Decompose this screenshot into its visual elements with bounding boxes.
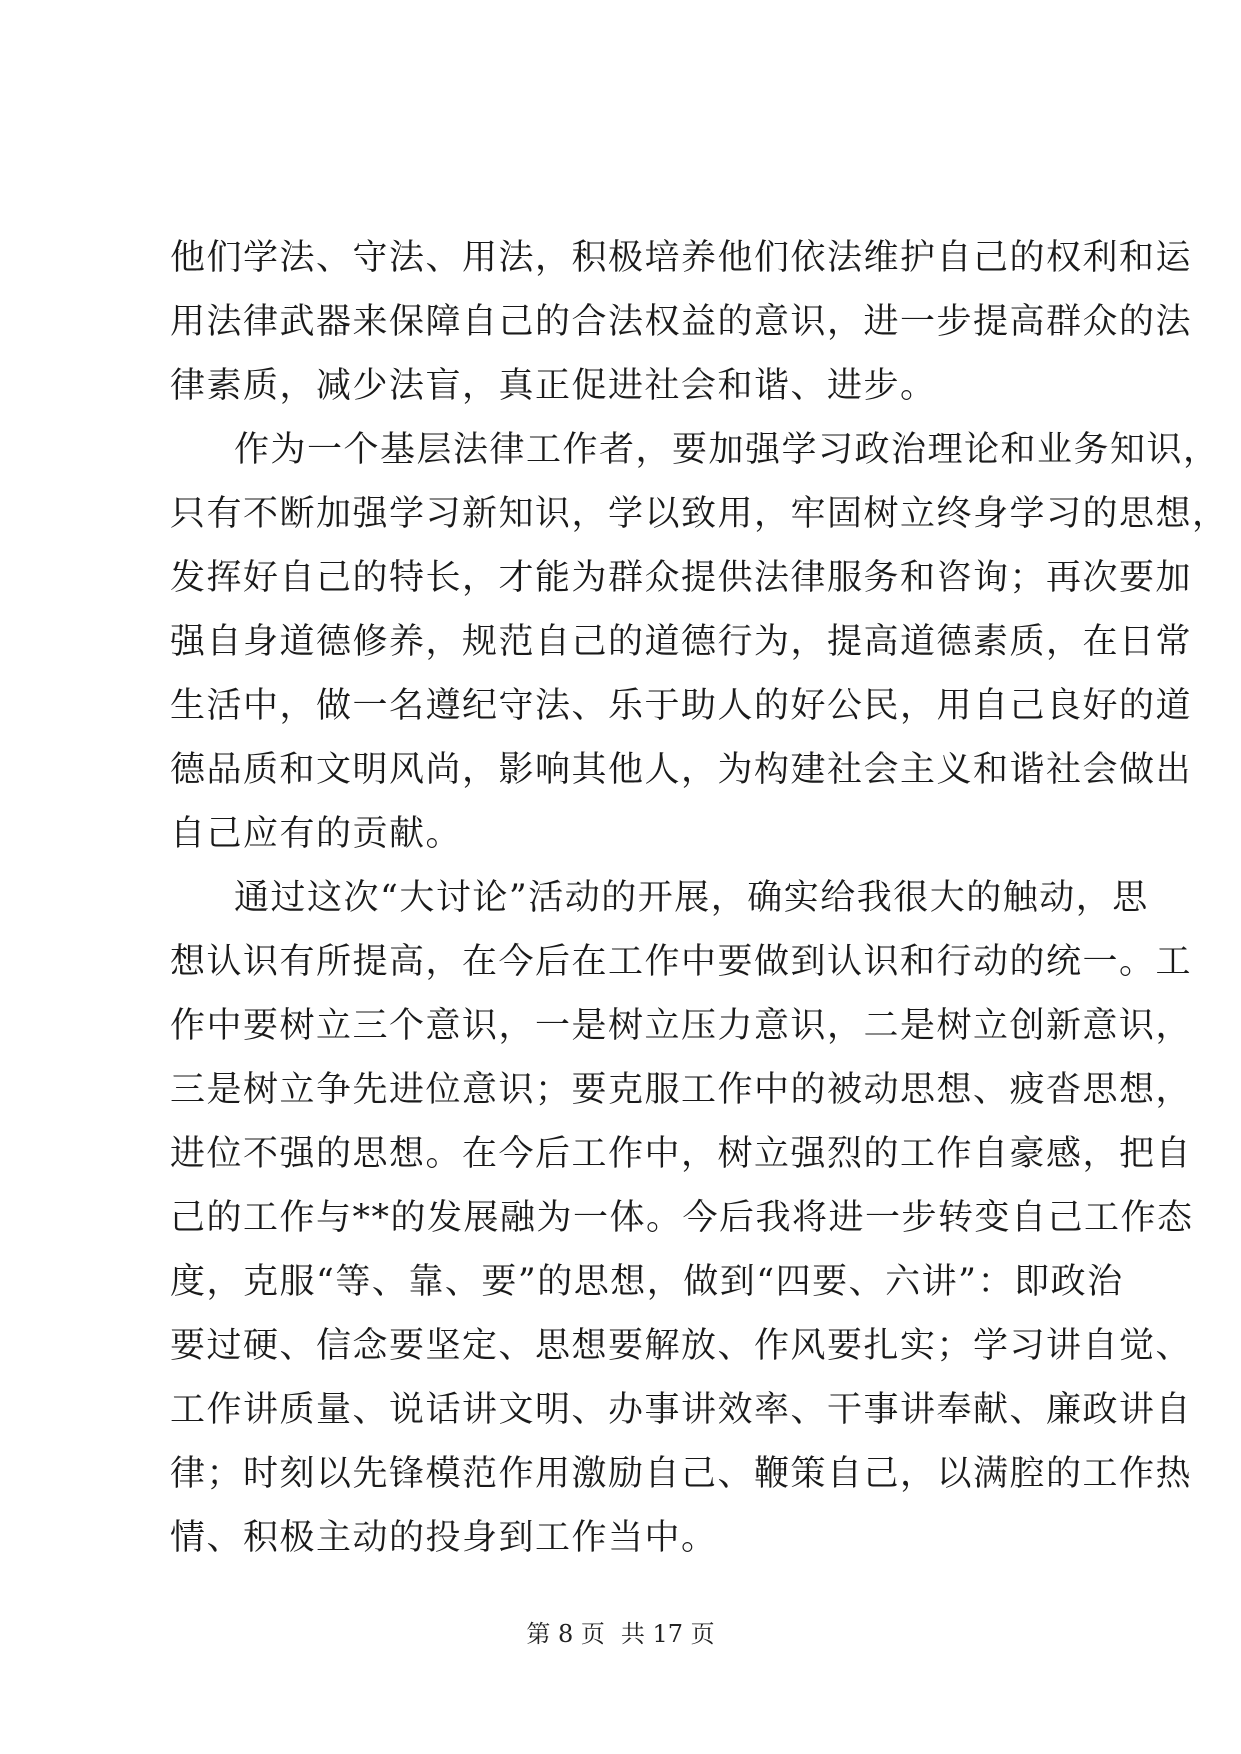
- text-line: 想认识有所提高，在今后在工作中要做到认识和行动的统一。工: [170, 942, 1193, 982]
- text-line: 生活中，做一名遵纪守法、乐于助人的好公民，用自己良好的道: [170, 686, 1193, 726]
- page-number: 第 8 页: [526, 1620, 605, 1648]
- text-line: 强自身道德修养，规范自己的道德行为，提高道德素质，在日常: [170, 622, 1193, 662]
- text-line: 进位不强的思想。在今后工作中，树立强烈的工作自豪感，把自: [170, 1134, 1193, 1174]
- body-text: [170, 226, 1229, 1570]
- text-line: 要过硬、信念要坚定、思想要解放、作风要扎实；学习讲自觉、: [170, 1326, 1193, 1366]
- text-line: 他们学法、守法、用法，积极培养他们依法维护自己的权利和运: [170, 238, 1193, 278]
- page-footer: [0, 1614, 1241, 1649]
- text-line: 三是树立争先进位意识；要克服工作中的被动思想、疲沓思想，: [170, 1070, 1193, 1110]
- text-line: 律素质，减少法盲，真正促进社会和谐、进步。: [170, 366, 937, 406]
- text-line: 德品质和文明风尚，影响其他人，为构建社会主义和谐社会做出: [170, 750, 1193, 790]
- text-line: 情、积极主动的投身到工作当中。: [170, 1518, 718, 1558]
- text-line: 己的工作与**的发展融为一体。今后我将进一步转变自己工作态: [170, 1198, 1194, 1238]
- text-line: 发挥好自己的特长，才能为群众提供法律服务和咨询；再次要加: [170, 558, 1193, 598]
- text-line: 通过这次“大讨论”活动的开展，确实给我很大的触动，思: [234, 878, 1149, 918]
- text-line: 自己应有的贡献。: [170, 814, 463, 854]
- text-line: 作中要树立三个意识，一是树立压力意识，二是树立创新意识，: [170, 1006, 1193, 1046]
- text-line: 只有不断加强学习新知识，学以致用，牢固树立终身学习的思想，: [170, 494, 1229, 534]
- text-line: 用法律武器来保障自己的合法权益的意识，进一步提高群众的法: [170, 302, 1193, 342]
- text-line: 律；时刻以先锋模范作用激励自己、鞭策自己，以满腔的工作热: [170, 1454, 1193, 1494]
- page-total: 共 17 页: [620, 1620, 715, 1648]
- text-line: 度，克服“等、靠、要”的思想，做到“四要、六讲”：即政治: [170, 1262, 1124, 1302]
- text-line: 作为一个基层法律工作者，要加强学习政治理论和业务知识，: [234, 430, 1220, 470]
- text-line: 工作讲质量、说话讲文明、办事讲效率、干事讲奉献、廉政讲自: [170, 1390, 1193, 1430]
